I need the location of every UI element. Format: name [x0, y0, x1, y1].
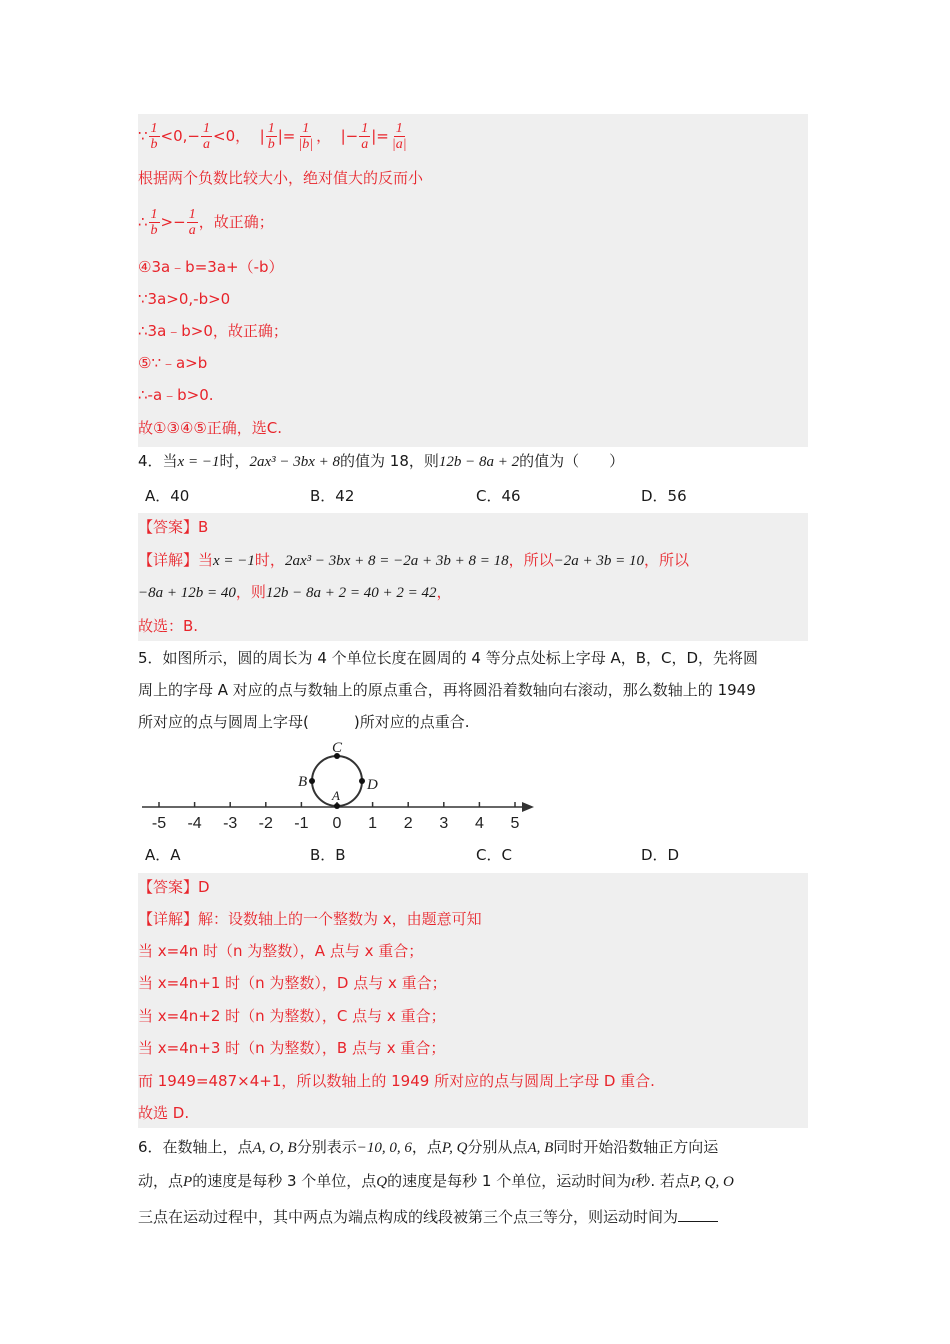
solution-line-6: ∴3a﹣b>0，故正确； [138, 322, 288, 340]
solution-line-1: ∵ $\frac{1}{b}$ <0,− $\frac{1}{a}$ <0， | $\frac{1}{b}$ |= $\frac{1}{|b|}$ ， |− $\frac{1}{a}$ |= $\frac{1}{|a|}$ [138, 121, 407, 152]
q5-detail-3: 当 x=4n+2 时（n 为整数），C 点与 x 重合； [138, 1007, 446, 1025]
q4-option-c: C．46 [476, 487, 521, 505]
point-b [309, 778, 315, 784]
q5-option-c: C．C [476, 846, 512, 864]
label-d: D [367, 777, 378, 793]
solution-line-7: ⑤∵﹣a>b [138, 354, 208, 372]
tick-label: 0 [332, 815, 342, 832]
solution-line-5: ∵3a>0,-b>0 [138, 290, 231, 308]
number-line-arrow [522, 802, 534, 812]
tick-label: 2 [403, 815, 413, 832]
tick-label: -4 [187, 815, 202, 832]
solution-line-4: ④3a﹣b=3a+（-b） [138, 258, 284, 276]
question-4-stem: 4．当x = −1时，2ax³ − 3bx + 8的值为 18，则12b − 8a + 2的值为（ ） [138, 452, 625, 470]
q5-option-b: B．B [310, 846, 346, 864]
q5-line-1: 5．如图所示，圆的周长为 4 个单位长度在圆周的 4 等分点处标上字母 A，B，C，D，先将圆 [138, 649, 759, 667]
q6-line-2: 动，点P的速度是每秒 3 个单位，点Q的速度是每秒 1 个单位，运动时间为t秒. 若点P, Q, O [138, 1172, 734, 1190]
q4-detail-line-1: 【详解】当x = −1时，2ax³ − 3bx + 8 = −2a + 3b + 8 = 18，所以−2a + 3b = 10，所以 [138, 551, 690, 569]
tick-label: -1 [294, 815, 309, 832]
q5-detail-5: 而 1949=487×4+1，所以数轴上的 1949 所对应的点与圆周上字母 D 重合. [138, 1072, 655, 1090]
label-c: C [332, 740, 343, 756]
q5-line-2: 周上的字母 A 对应的点与数轴上的原点重合，再将圆沿着数轴向右滚动，那么数轴上的 1949 [138, 681, 756, 699]
q5-detail-1: 当 x=4n 时（n 为整数），A 点与 x 重合； [138, 942, 424, 960]
q5-detail-2: 当 x=4n+1 时（n 为整数），D 点与 x 重合； [138, 974, 447, 992]
tick-label: 5 [510, 815, 520, 832]
q5-detail-0: 【详解】解：设数轴上的一个整数为 x，由题意可知 [138, 910, 482, 928]
q4-option-b: B．42 [310, 487, 355, 505]
solution-line-8: ∴-a﹣b>0. [138, 386, 214, 404]
solution-line-9: 故①③④⑤正确，选C. [138, 419, 283, 437]
label-b: B [298, 774, 308, 790]
label-a: A [332, 788, 340, 803]
answer-blank[interactable] [678, 1221, 718, 1222]
q5-option-a: A．A [145, 846, 181, 864]
q5-detail-6: 故选 D. [138, 1104, 190, 1122]
tick-label: -2 [258, 815, 273, 832]
tick-label: 1 [368, 815, 378, 832]
tick-label: -3 [223, 815, 238, 832]
solution-line-2: 根据两个负数比较大小，绝对值大的反而小 [138, 169, 424, 187]
tick-label: 3 [439, 815, 449, 832]
q5-line-3: 所对应的点与圆周上字母( )所对应的点重合. [138, 713, 470, 731]
tick-label: -5 [151, 815, 167, 832]
solution-line-3: ∴ $\frac{1}{b}$ >− $\frac{1}{a}$ ，故正确； [138, 207, 274, 238]
point-a [334, 803, 340, 809]
q6-line-3: 三点在运动过程中，其中两点为端点构成的线段被第三个点三等分，则运动时间为 [138, 1202, 808, 1232]
number-line-figure [138, 738, 558, 838]
q5-answer: 【答案】D [138, 878, 210, 896]
q4-option-d: D．56 [641, 487, 687, 505]
q6-line-1: 6．在数轴上，点A, O, B分别表示−10, 0, 6，点P, Q分别从点A, B同时开始沿数轴正方向运 [138, 1138, 719, 1156]
q4-answer: 【答案】B [138, 518, 209, 536]
q5-detail-4: 当 x=4n+3 时（n 为整数），B 点与 x 重合； [138, 1039, 446, 1057]
q5-option-d: D．D [641, 846, 680, 864]
q4-option-a: A．40 [145, 487, 190, 505]
q4-detail-line-2: −8a + 12b = 40，则12b − 8a + 2 = 40 + 2 = 42， [138, 583, 452, 601]
point-d [359, 778, 365, 784]
tick-label: 4 [474, 815, 484, 832]
q4-choice: 故选：B. [138, 617, 199, 635]
